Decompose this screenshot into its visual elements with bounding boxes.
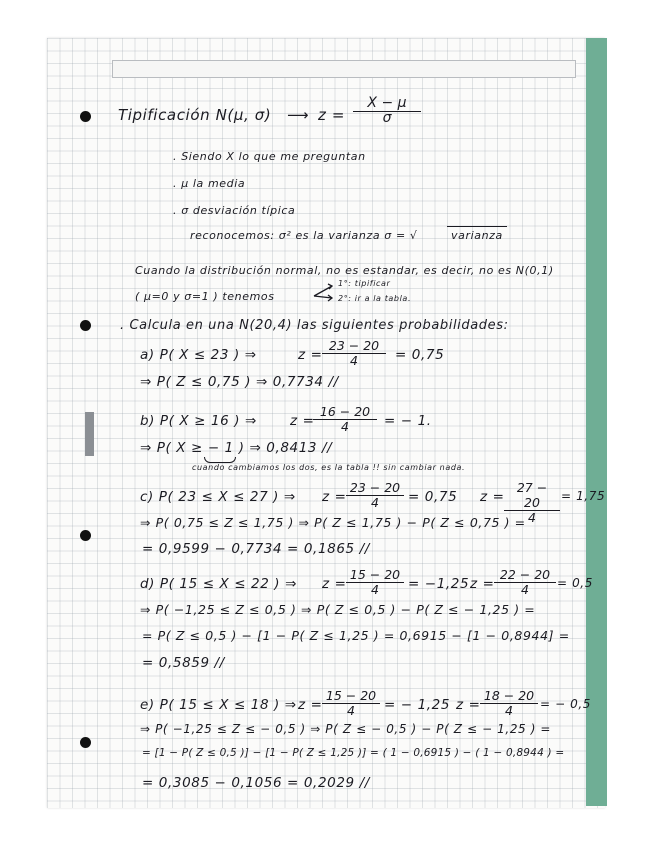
d-fraction-1 — [346, 567, 404, 596]
fraction-denominator: 4 — [341, 419, 349, 434]
fraction-numerator: 22 − 20 — [494, 567, 556, 583]
header-box — [112, 60, 576, 78]
e-result-2: = − 0,5 — [540, 697, 592, 711]
def-line-4-radicand: varianza — [447, 226, 507, 242]
d-z1: z = — [322, 576, 347, 592]
e-z2: z = — [456, 697, 481, 713]
b-note: cuando cambiamos los dos, es la tabla !! sin cambiar nada. — [192, 463, 466, 472]
e-fraction-2 — [480, 688, 538, 717]
a-result: = 0,75 — [395, 347, 445, 363]
b-line-2: ⇒ P( X ≥ − 1 ) ⇒ 0,8413 // — [140, 440, 333, 456]
d-result-1: = −1,25 — [408, 576, 470, 592]
fraction-numerator: 23 − 20 — [322, 338, 386, 354]
def-line-1: . Siendo X lo que me preguntan — [173, 150, 366, 163]
fraction-denominator: 4 — [528, 510, 536, 525]
title-fraction — [353, 96, 421, 125]
c-result-1: = 0,75 — [408, 489, 458, 505]
binder-hole — [80, 530, 91, 541]
c-fraction-1 — [346, 480, 404, 509]
intro-option-1: 1°: tipificar — [338, 279, 391, 288]
side-label — [85, 412, 94, 456]
fraction-numerator: 16 − 20 — [313, 404, 377, 420]
a-line-1: a) P( X ≤ 23 ) ⇒ — [140, 347, 257, 363]
c-z1: z = — [322, 489, 347, 505]
task-line: . Calcula en una N(20,4) las siguientes probabilidades: — [120, 318, 509, 333]
e-line-2: ⇒ P( −1,25 ≤ Z ≤ − 0,5 ) ⇒ P( Z ≤ − 0,5 ) − P( Z ≤ − 1,25 ) = — [140, 722, 552, 736]
a-z: z = — [298, 347, 323, 363]
c-result-2: = 1,75 — [561, 489, 606, 503]
c-z2: z = — [480, 489, 505, 505]
fraction-denominator: 4 — [521, 582, 529, 597]
b-result: = − 1. — [384, 413, 432, 429]
intro-line-2: ( μ=0 y σ=1 ) tenemos — [135, 290, 275, 303]
a-line-2: ⇒ P( Z ≤ 0,75 ) ⇒ 0,7734 // — [140, 374, 339, 390]
e-line-3: = [1 − P( Z ≤ 0,5 )] − [1 − P( Z ≤ 1,25 )] = ( 1 − 0,6915 ) − ( 1 − 0,8944 ) = — [142, 747, 565, 759]
b-z: z = — [290, 413, 315, 429]
b-line-1: b) P( X ≥ 16 ) ⇒ — [140, 413, 257, 429]
e-z1: z = — [298, 697, 323, 713]
fraction-denominator: σ — [382, 110, 392, 126]
intro-line-1: Cuando la distribución normal, no es estandar, es decir, no es N(0,1) — [135, 264, 554, 277]
binder-hole — [80, 320, 91, 331]
e-line-4: = 0,3085 − 0,1056 = 0,2029 // — [142, 775, 370, 791]
binder-hole — [80, 111, 91, 122]
fraction-denominator: 4 — [347, 703, 355, 718]
def-line-4: reconocemos: σ² es la varianza σ = √ — [190, 229, 418, 242]
b-fraction — [313, 404, 377, 433]
d-result-2: = 0,5 — [557, 576, 593, 590]
def-line-3: . σ desviación típica — [173, 204, 296, 217]
title-eq: z = — [318, 106, 346, 124]
fraction-numerator: 18 − 20 — [480, 688, 538, 704]
e-fraction-1 — [322, 688, 380, 717]
fraction-numerator: X − μ — [353, 96, 421, 112]
c-line-3: = 0,9599 − 0,7734 = 0,1865 // — [142, 541, 370, 557]
a-fraction — [322, 338, 386, 367]
split-arrow-icon — [313, 282, 335, 304]
binder-hole — [80, 737, 91, 748]
fraction-denominator: 4 — [371, 582, 379, 597]
e-line-1: e) P( 15 ≤ X ≤ 18 ) ⇒ — [140, 697, 297, 713]
d-fraction-2 — [494, 567, 556, 596]
title-label: Tipificación N(μ, σ) — [118, 106, 272, 124]
d-line-3: = P( Z ≤ 0,5 ) − [1 − P( Z ≤ 1,25 ) = 0,6915 − [1 − 0,8944] = — [142, 628, 570, 643]
title-arrow: ⟶ — [287, 106, 310, 124]
d-line-1: d) P( 15 ≤ X ≤ 22 ) ⇒ — [140, 576, 297, 592]
e-result-1: = − 1,25 — [384, 697, 451, 713]
d-line-4: = 0,5859 // — [142, 655, 225, 671]
fraction-numerator: 15 − 20 — [322, 688, 380, 704]
fraction-denominator: 4 — [505, 703, 513, 718]
fraction-numerator: 23 − 20 — [346, 480, 404, 496]
fraction-denominator: 4 — [371, 495, 379, 510]
fraction-denominator: 4 — [350, 353, 358, 368]
d-z2: z = — [470, 576, 495, 592]
intro-option-2: 2°: ir a la tabla. — [338, 294, 412, 303]
d-line-2: ⇒ P( −1,25 ≤ Z ≤ 0,5 ) ⇒ P( Z ≤ 0,5 ) − P( Z ≤ − 1,25 ) = — [140, 602, 536, 617]
def-line-2: . μ la media — [173, 177, 246, 190]
c-line-2: ⇒ P( 0,75 ≤ Z ≤ 1,75 ) ⇒ P( Z ≤ 1,75 ) − P( Z ≤ 0,75 ) = — [140, 515, 526, 530]
fraction-numerator: 15 − 20 — [346, 567, 404, 583]
c-line-1: c) P( 23 ≤ X ≤ 27 ) ⇒ — [140, 489, 296, 505]
margin-band — [586, 38, 607, 806]
fraction-numerator: 27 − 20 — [504, 480, 560, 511]
